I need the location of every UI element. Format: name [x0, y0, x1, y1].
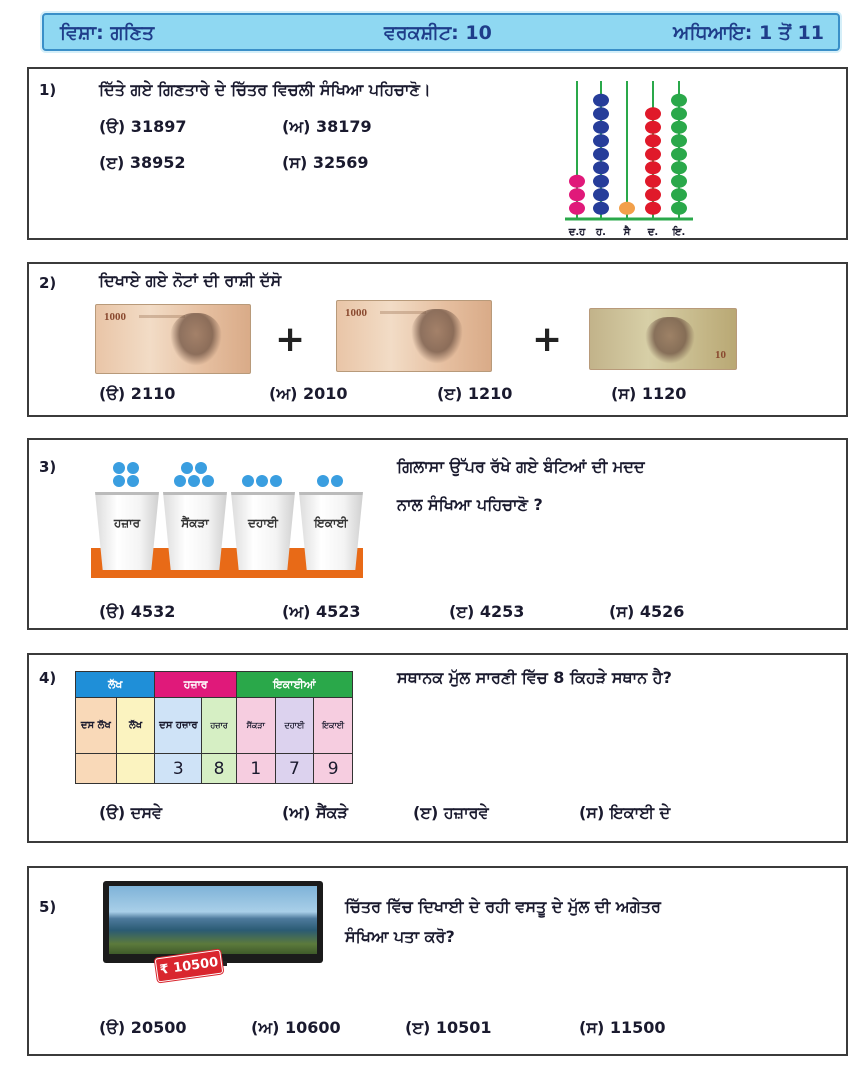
question-text: ਦਿਖਾਏ ਗਏ ਨੋਟਾਂ ਦੀ ਰਾਸ਼ੀ ਦੱਸੋ	[99, 271, 282, 290]
abacus-bead	[593, 175, 609, 188]
banknote-denomination: 1000	[104, 311, 126, 323]
question-number: 3)	[39, 458, 57, 476]
abacus-bead	[645, 161, 661, 174]
column-header: ਦਸ ਹਜ਼ਾਰ	[155, 698, 202, 754]
value-cell: 7	[275, 754, 314, 784]
abacus-place-label: ਇ.	[672, 227, 686, 238]
glass-label: ਇਕਾਈ	[314, 516, 348, 530]
question-3-box	[27, 438, 848, 630]
abacus-bead	[671, 148, 687, 161]
group-header-units: ਇਕਾਈਆਂ	[236, 672, 352, 698]
glass-label: ਹਜ਼ਾਰ	[113, 516, 141, 530]
abacus-bead	[593, 161, 609, 174]
option-b[interactable]: (ਅ) ਸੈਂਕੜੇ	[282, 803, 348, 822]
marble	[195, 462, 207, 474]
group-header-lakh: ਲੱਖ	[76, 672, 155, 698]
banknote-image	[336, 300, 492, 372]
option-b[interactable]: (ਅ) 2010	[269, 384, 348, 403]
marble	[242, 475, 254, 487]
banknote-image	[589, 308, 737, 370]
option-b[interactable]: (ਅ) 4523	[282, 602, 361, 621]
subject-label: ਵਿਸ਼ਾ: ਗਣਿਤ	[60, 22, 155, 44]
abacus-bead	[671, 107, 687, 120]
banknote-denomination: 10	[715, 349, 726, 361]
question-2-box	[27, 262, 848, 417]
abacus-bead	[569, 202, 585, 215]
option-d[interactable]: (ਸ) ਇਕਾਈ ਦੇ	[579, 803, 671, 822]
question-1-box	[27, 67, 848, 240]
column-header: ਹਜ਼ਾਰ	[202, 698, 237, 754]
question-text-line-2: ਸੰਖਿਆ ਪਤਾ ਕਰੋ?	[345, 927, 455, 946]
value-cell	[76, 754, 117, 784]
question-number: 2)	[39, 274, 57, 292]
abacus-bead	[645, 188, 661, 201]
question-text: ਸਥਾਨਕ ਮੁੱਲ ਸਾਰਣੀ ਵਿੱਚ 8 ਕਿਹੜੇ ਸਥਾਨ ਹੈ?	[397, 668, 672, 687]
abacus-bead	[593, 94, 609, 107]
abacus-bead	[645, 121, 661, 134]
question-text-line-1: ਗਿਲਾਸਾ ਉੱਪਰ ਰੱਖੇ ਗਏ ਬੰਟਿਆਂ ਦੀ ਮਦਦ	[397, 457, 645, 476]
marble	[181, 462, 193, 474]
question-4-box	[27, 653, 848, 843]
option-d[interactable]: (ਸ) 11500	[579, 1018, 666, 1037]
marble	[270, 475, 282, 487]
abacus-bead	[593, 188, 609, 201]
abacus-bead	[671, 134, 687, 147]
glass	[95, 492, 159, 570]
marble	[202, 475, 214, 487]
column-header: ਦਹਾਈ	[275, 698, 314, 754]
abacus-bead	[671, 202, 687, 215]
abacus-bead	[593, 134, 609, 147]
question-text-line-2: ਨਾਲ ਸੰਖਿਆ ਪਹਿਚਾਣੋ ?	[397, 495, 543, 514]
option-a[interactable]: (ੳ) 4532	[99, 602, 176, 621]
question-number: 4)	[39, 669, 57, 687]
option-d[interactable]: (ਸ) 4526	[609, 602, 685, 621]
glass-label: ਦਹਾਈ	[248, 516, 278, 530]
worksheet-header	[42, 13, 840, 51]
column-header: ਦਸ ਲੱਖ	[76, 698, 117, 754]
abacus-bead	[593, 202, 609, 215]
option-c[interactable]: (ੲ) 10501	[405, 1018, 492, 1037]
marble	[174, 475, 186, 487]
abacus-bead	[569, 175, 585, 188]
option-c[interactable]: (ੲ) 38952	[99, 153, 186, 172]
question-number: 5)	[39, 898, 57, 916]
glass-label: ਸੈਂਕੜਾ	[181, 516, 209, 530]
glass	[231, 492, 295, 570]
option-b[interactable]: (ਅ) 38179	[282, 117, 372, 136]
value-cell: 9	[314, 754, 353, 784]
value-cell: 1	[236, 754, 275, 784]
abacus-place-label: ਹ.	[596, 227, 606, 238]
abacus-bead	[671, 94, 687, 107]
marble	[256, 475, 268, 487]
group-header-thousand: ਹਜ਼ਾਰ	[155, 672, 236, 698]
abacus-place-label: ਦ.ਹ	[568, 227, 586, 238]
value-cell	[116, 754, 155, 784]
worksheet-number: ਵਰਕਸ਼ੀਟ: 10	[384, 22, 492, 44]
abacus-bead	[593, 148, 609, 161]
option-a[interactable]: (ੳ) ਦਸਵੇ	[99, 803, 163, 822]
abacus-bead	[619, 202, 635, 215]
abacus-bead	[645, 107, 661, 120]
abacus-bead	[671, 188, 687, 201]
question-text: ਦਿੱਤੇ ਗਏ ਗਿਣਤਾਰੇ ਦੇ ਚਿੱਤਰ ਵਿਚਲੀ ਸੰਖਿਆ ਪਹਿਚਾਣੋ।	[99, 80, 431, 99]
marble	[113, 462, 125, 474]
option-d[interactable]: (ਸ) 32569	[282, 153, 369, 172]
plus-sign: +	[275, 319, 306, 360]
question-text-line-1: ਚਿੱਤਰ ਵਿੱਚ ਦਿਖਾਈ ਦੇ ਰਹੀ ਵਸਤੂ ਦੇ ਮੁੱਲ ਦੀ ਅਗੇਤਰ	[345, 897, 661, 916]
price-tag: ₹ 10500	[155, 950, 224, 983]
abacus-place-label: ਸੈ	[623, 227, 631, 238]
value-cell: 8	[202, 754, 237, 784]
abacus-bead	[593, 107, 609, 120]
abacus-place-label: ਦ.	[647, 227, 659, 238]
value-cell: 3	[155, 754, 202, 784]
abacus-bead	[671, 175, 687, 188]
marble	[317, 475, 329, 487]
abacus-bead	[671, 161, 687, 174]
abacus-bead	[645, 175, 661, 188]
option-a[interactable]: (ੳ) 31897	[99, 117, 187, 136]
abacus-bead	[645, 134, 661, 147]
chapter-range: ਅਧਿਆਇ: 1 ਤੋਂ 11	[673, 22, 824, 44]
marble	[127, 475, 139, 487]
abacus-bead	[569, 188, 585, 201]
abacus-bead	[645, 202, 661, 215]
option-a[interactable]: (ੳ) 2110	[99, 384, 176, 403]
place-value-table	[75, 671, 353, 784]
glasses-image	[91, 448, 363, 578]
plus-sign: +	[532, 319, 563, 360]
abacus-bead	[645, 148, 661, 161]
abacus-bead	[593, 121, 609, 134]
question-number: 1)	[39, 81, 57, 99]
column-header: ਸੈਂਕੜਾ	[236, 698, 275, 754]
glass	[163, 492, 227, 570]
marble	[188, 475, 200, 487]
option-c[interactable]: (ੲ) 4253	[449, 602, 525, 621]
glass	[299, 492, 363, 570]
column-header: ਇਕਾਈ	[314, 698, 353, 754]
option-c[interactable]: (ੲ) ਹਜ਼ਾਰਵੇ	[413, 803, 489, 822]
marble	[331, 475, 343, 487]
abacus-bead	[671, 121, 687, 134]
option-d[interactable]: (ਸ) 1120	[611, 384, 687, 403]
banknote-denomination: 1000	[345, 307, 367, 319]
option-b[interactable]: (ਅ) 10600	[251, 1018, 341, 1037]
abacus-image	[565, 77, 705, 239]
marble	[113, 475, 125, 487]
option-c[interactable]: (ੲ) 1210	[437, 384, 513, 403]
column-header: ਲੱਖ	[116, 698, 155, 754]
banknote-image	[95, 304, 251, 374]
marble	[127, 462, 139, 474]
option-a[interactable]: (ੳ) 20500	[99, 1018, 187, 1037]
tv-screen	[109, 886, 317, 954]
